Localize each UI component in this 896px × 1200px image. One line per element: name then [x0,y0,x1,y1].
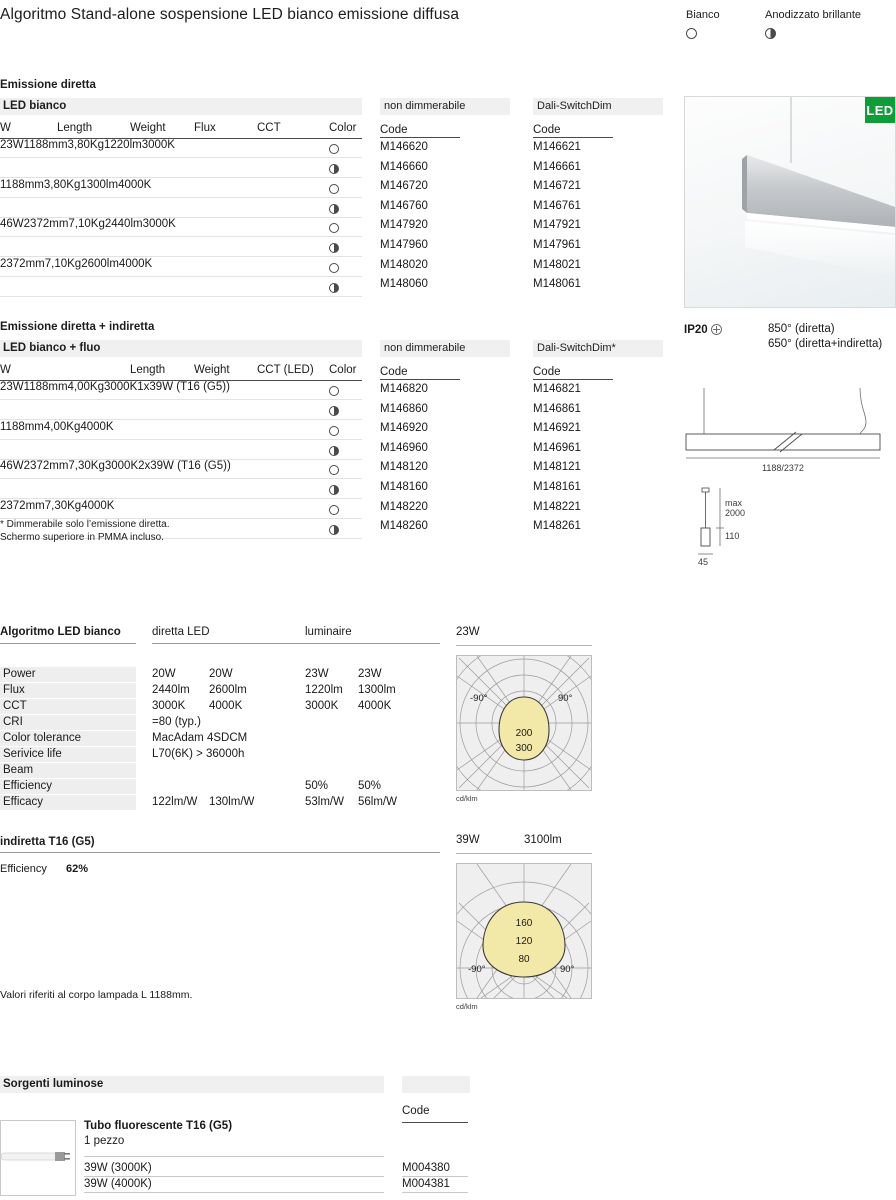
cell-w-secondary: 2x39W (T16 (G5)) [138,460,231,472]
color-swatch-white-icon [329,505,339,515]
code-value[interactable]: M148020 [380,258,428,271]
color-swatch-half[interactable] [329,164,339,174]
cell-flux: 2600lm [81,257,119,270]
code-value[interactable]: M147921 [533,219,581,232]
table-row [0,460,362,500]
cell-w: 46W [0,460,24,472]
col-weight: Weight [130,122,166,134]
beam-angles [768,322,882,351]
svg-text:120: 120 [515,936,533,947]
table-row [0,139,362,179]
code-header: Code [380,366,408,378]
spec-row-label: CCT [0,699,136,714]
spec-row-value: 4000K [358,700,392,712]
code-value[interactable]: M146921 [533,422,581,435]
col-cct: CCT (LED) [257,364,314,376]
color-swatch-white-icon [329,465,339,475]
indirect-note: Valori riferiti al corpo lampada L 1188mm. [0,989,193,1001]
spec-row [0,747,440,763]
color-swatch-half-icon [329,204,339,214]
code-value[interactable]: M148061 [533,278,581,291]
cell-cct: 3000K [142,218,176,230]
spec-row [0,795,440,811]
cell-length: 2372mm [0,257,45,270]
table-row [0,258,362,298]
spec-row-label: Flux [0,683,136,698]
row-separator [0,439,362,440]
sources-band-code [402,1076,470,1093]
cell-cct: 4000K [80,420,114,433]
spec-row-label: Beam [0,763,136,778]
spec-table-body [0,667,440,811]
spec-row-value: 2600lm [209,684,247,696]
spec-rule-right [152,643,440,644]
code-value[interactable]: M146661 [533,160,581,173]
row-separator [0,276,362,277]
polar-diagram [456,655,592,791]
color-swatch-white-icon [329,426,339,436]
cell-w: 46W [0,218,24,230]
cell-cct: 4000K [81,499,115,512]
spec-row-value: 50% [305,780,329,792]
spec-row-label: Power [0,667,136,682]
code-value[interactable]: M148161 [533,480,581,493]
spec-row [0,731,440,747]
cell-length: 1188mm [0,178,44,191]
svg-text:90°: 90° [558,693,573,704]
product-illustration [685,97,895,307]
color-swatch-half[interactable] [329,204,339,214]
cell-length: 1188mm [0,420,44,433]
cell-weight: 7,30Kg [68,460,105,472]
dim-width-label: 45 [698,557,709,567]
spec-row-label: Efficacy [0,795,136,810]
table-row [0,218,362,258]
code-header: Code [533,124,561,136]
color-swatch-white-icon [686,28,697,39]
color-swatch-white[interactable] [329,144,339,154]
code-value[interactable]: M148121 [533,461,581,474]
code-list [533,138,663,295]
spec-title: Algoritmo LED bianco [0,626,121,638]
section-band-direct: LED bianco [0,98,362,115]
code-value[interactable]: M148260 [380,520,428,533]
spec-row [0,715,440,731]
col-weight: Weight [194,364,230,376]
beam-direct-indirect: 650° (diretta+indiretta) [768,337,883,350]
finish-label: Anodizzato brillante [765,9,862,21]
code-header: Code [533,366,561,378]
cell-w-secondary: 1x39W (T16 (G5)) [137,381,230,393]
svg-text:-90°: -90° [468,964,486,975]
spec-row-label: CRI [0,715,136,730]
sources-section [0,1076,470,1190]
col-cct: CCT [257,122,281,134]
sources-band: Sorgenti luminose [0,1076,384,1093]
spec-row-value: MacAdam 4SDCM [152,732,248,744]
code-list [533,380,663,537]
page-title: Algoritmo Stand-alone sospensione LED bianco emissione diffusa [0,6,460,23]
source-thumbnail [0,1120,76,1196]
code-value[interactable]: M146960 [380,441,428,454]
cell-weight: 7,10Kg [68,218,105,230]
row-separator [0,478,362,479]
code-value[interactable]: M146720 [380,180,428,193]
footnote-schermo: Schermo superiore in PMMA incluso. [0,532,164,543]
dim-length-label: 1188/2372 [762,463,804,473]
code-value[interactable]: M148021 [533,258,581,271]
col-color: Color [329,364,357,376]
photometric-watt: 23W [456,626,480,638]
spec-row-value: 50% [358,780,382,792]
color-swatch-half[interactable] [329,406,339,416]
dim-height-label: 110 [725,531,740,541]
section-title-direct-indirect: Emissione diretta + indiretta [0,321,155,333]
code-value[interactable]: M146761 [533,199,581,212]
color-swatch-half-icon [329,485,339,495]
color-swatch-white-icon [329,263,339,273]
spec-group-diretta: diretta LED [152,626,210,638]
code-value[interactable]: M147960 [380,238,428,251]
code-value[interactable]: M146961 [533,441,581,454]
color-swatch-white[interactable] [329,223,339,233]
spec-row-value: 56lm/W [358,796,397,808]
spec-row-label: Color tolerance [0,731,136,746]
source-code-separator [402,1192,468,1193]
codetable-direct-nondim [380,98,510,295]
code-value[interactable]: M148060 [380,278,428,291]
code-list [380,138,510,295]
spec-row-value: 122lm/W [152,796,198,808]
spec-row-value: 3000K [152,700,186,712]
indirect-efficiency-value: 62% [66,863,89,875]
cell-w: 23W [0,139,24,151]
beam-direct: 850° (diretta) [768,323,835,335]
code-value[interactable]: M146620 [380,141,428,153]
polar-unit: cd/klm [456,794,478,803]
svg-text:90°: 90° [560,964,575,975]
codetable-direct-dali [533,98,663,295]
spec-row [0,667,440,683]
code-value[interactable]: M146621 [533,141,581,153]
table-direct [0,122,362,297]
code-value[interactable]: M148220 [380,500,428,513]
spec-row-value: 2440lm [152,684,190,696]
spec-row-value: 20W [152,668,176,680]
cell-weight: 4,00Kg [43,420,81,433]
spec-row-value: 1220lm [305,684,343,696]
spec-row-value: 20W [209,668,233,680]
svg-text:80: 80 [518,954,530,965]
source-quantity: 1 pezzo [84,1135,125,1147]
cell-cct: 3000K [104,381,138,393]
col-length: Length [130,364,166,376]
source-item-code[interactable]: M004381 [402,1178,450,1190]
source-item-label: 39W (3000K) [84,1162,152,1174]
row-separator [0,157,362,158]
spec-row-label: Serivice life [0,747,136,762]
col-w: W [0,364,11,376]
finish-option-bianco[interactable] [686,9,720,39]
source-item-code[interactable]: M004380 [402,1162,450,1174]
code-header: Code [380,124,408,136]
spec-row-value: 23W [305,668,329,680]
ip-rating [684,322,722,336]
ip-protection-icon [711,324,722,335]
cell-w: 23W [0,381,24,393]
spec-rule-left [0,643,136,644]
color-swatch-white[interactable] [329,426,339,436]
spec-row-value: 130lm/W [209,796,255,808]
svg-text:160: 160 [515,918,533,929]
code-value[interactable]: M148261 [533,520,581,533]
svg-text:200: 200 [515,728,533,739]
sources-code-rule [402,1122,468,1123]
photometric-rule [456,645,592,646]
source-name: Tubo fluorescente T16 (G5) [84,1120,233,1132]
table-row [0,381,362,421]
codetable-di-nondim [380,340,510,537]
polar-diagram [456,863,592,999]
source-rule [84,1156,384,1157]
color-swatch-half-icon [329,164,339,174]
code-value[interactable]: M146861 [533,402,581,415]
color-swatch-half[interactable] [329,283,339,293]
color-swatch-white[interactable] [329,386,339,396]
section-band-direct-indirect: LED bianco + fluo [0,340,362,357]
row-separator [0,197,362,198]
cell-flux: 1300lm [80,178,119,191]
spec-row-value: L70(6K) > 36000h [152,748,245,760]
cell-weight: 3,80Kg [67,139,104,151]
photometric-rule [456,853,592,854]
photometric-flux: 3100lm [524,834,562,846]
polar-unit: cd/klm [456,1002,478,1011]
color-swatch-half[interactable] [329,243,339,253]
color-swatch-white-icon [329,386,339,396]
cell-cct: 4000K [118,257,153,270]
table-row [0,421,362,461]
dimension-drawing [684,388,896,573]
code-band: Dali-SwitchDim* [533,340,663,357]
code-value[interactable]: M146660 [380,160,428,173]
ip-rating-text: IP20 [684,324,708,336]
code-band: non dimmerabile [380,340,510,357]
table-header-row [0,364,362,380]
table-body [0,381,362,539]
code-value[interactable]: M148160 [380,480,428,493]
code-value[interactable]: M146821 [533,383,581,395]
cell-length: 2372mm [23,218,69,230]
color-swatch-half[interactable] [329,485,339,495]
svg-text:300: 300 [515,743,533,754]
finish-label: Bianco [686,9,720,21]
col-color: Color [329,122,357,134]
table-header-row [0,122,362,138]
cell-cct: 4000K [118,178,152,191]
code-band: Dali-SwitchDim [533,98,663,115]
color-swatch-white-icon [329,184,339,194]
code-list [380,380,510,537]
code-value[interactable]: M146721 [533,180,581,193]
code-band: non dimmerabile [380,98,510,115]
dim-max-label: max [725,498,743,508]
row-separator [0,296,362,297]
row-separator [0,236,362,237]
code-value[interactable]: M147961 [533,238,581,251]
spec-row [0,683,440,699]
spec-row-value: =80 (typ.) [152,716,201,728]
color-swatch-half-icon [329,525,339,535]
cell-weight: 7,30Kg [44,499,82,512]
finish-option-anodizzato[interactable] [765,9,861,39]
sources-code-header: Code [402,1105,430,1117]
section-title-direct: Emissione diretta [0,79,96,91]
spec-row-value: 4000K [209,700,243,712]
row-separator [0,399,362,400]
photometric-watt: 39W [456,834,480,846]
cell-cct: 3000K [141,139,175,151]
col-flux: Flux [194,122,216,134]
cell-length: 1188mm [23,381,68,393]
code-value[interactable]: M146820 [380,383,428,395]
code-value[interactable]: M147920 [380,219,428,232]
spec-row-value: 3000K [305,700,339,712]
indirect-efficiency-label: Efficiency [0,863,47,875]
footnote-dimmerabile: * Dimmerabile solo l’emissione diretta. [0,519,170,530]
cell-weight: 3,80Kg [43,178,81,191]
cell-length: 2372mm [0,499,45,512]
spec-row-value: 23W [358,668,382,680]
color-swatch-half-icon [765,28,776,39]
spec-row [0,699,440,715]
spec-row [0,779,440,795]
code-value[interactable]: M146860 [380,402,428,415]
color-swatch-white[interactable] [329,263,339,273]
product-photo [684,96,896,308]
color-swatch-white-icon [329,144,339,154]
col-w: W [0,122,11,134]
photometric-39w [456,834,592,1011]
dim-max-value: 2000 [725,508,746,518]
table-row [0,179,362,219]
cell-flux: 1220lm [104,139,142,151]
color-swatch-white-icon [329,223,339,233]
code-value[interactable]: M146760 [380,199,428,212]
source-row-separator [84,1192,384,1193]
code-value[interactable]: M146920 [380,422,428,435]
cell-weight: 4,00Kg [67,381,104,393]
indirect-rule [0,852,440,853]
codetable-di-dali [533,340,663,537]
indirect-title: indiretta T16 (G5) [0,836,95,848]
color-swatch-white[interactable] [329,505,339,515]
color-swatch-half-icon [329,406,339,416]
table-body [0,139,362,297]
cell-flux: 2440lm [104,218,143,230]
source-row-separator [84,1176,384,1177]
color-swatch-half-icon [329,283,339,293]
source-code-separator [402,1176,468,1177]
color-swatch-half-icon [329,446,339,456]
cell-cct: 3000K [104,460,139,472]
color-swatch-half[interactable] [329,525,339,535]
spec-row [0,763,440,779]
photometric-23w [456,626,592,803]
code-value[interactable]: M148221 [533,500,581,513]
cell-length: 2372mm [23,460,69,472]
spec-table [0,626,440,811]
table-direct-indirect [0,364,362,539]
code-value[interactable]: M148120 [380,461,428,474]
spec-group-luminaire: luminaire [305,626,352,638]
spec-row-label: Efficiency [0,779,136,794]
indirect-block [0,836,440,879]
cell-weight: 7,10Kg [44,257,82,270]
spec-row-value: 53lm/W [305,796,344,808]
color-swatch-half[interactable] [329,446,339,456]
spec-row-value: 1300lm [358,684,396,696]
svg-text:-90°: -90° [470,693,488,704]
cell-length: 1188mm [23,139,68,151]
color-swatch-half-icon [329,243,339,253]
color-swatch-white[interactable] [329,184,339,194]
led-badge: LED [865,97,895,123]
color-swatch-white[interactable] [329,465,339,475]
source-item-label: 39W (4000K) [84,1178,152,1190]
col-length: Length [57,122,93,134]
